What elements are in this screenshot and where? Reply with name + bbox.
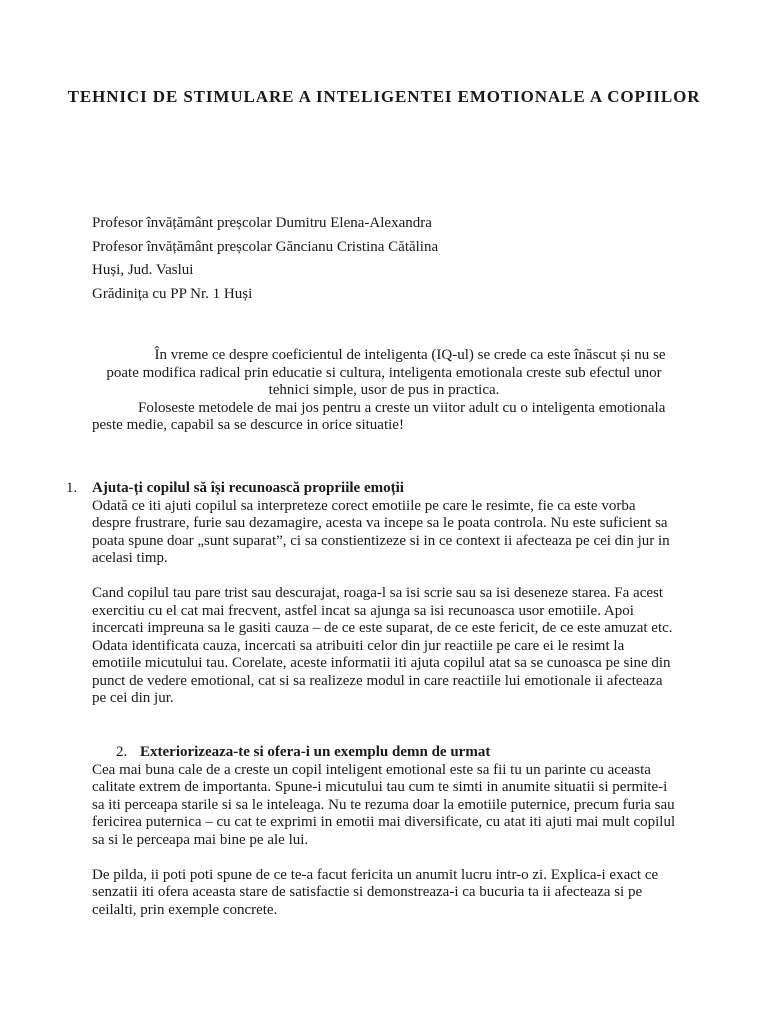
section-paragraph: Cand copilul tau pare trist sau descurajat, roaga-l sa isi scrie sau sa isi deseneze starea. Fa acest exercitiu cu el cat mai frecvent, astfel incat sa ajunga sa isi recunoasca usor emotiile. Apoi incercati impreuna sa le gasiti cauza – de ce este suparat, de ce este fericit, de ce este amuzat etc. Odata identificata cauza, incercati sa atribuiti celor din jur reactiile pe care ei le resimt la emotiile micutului tau. Corelate, aceste informatii iti ajuta copilul atat sa se cunoasca pe sine din punct de vedere emotional, cat si sa realizeze modul in care reactiile lui emotionale ii afecteaza pe cei din jur. [92,585,673,706]
intro-paragraph-2: Foloseste metodele de mai jos pentru a creste un viitor adult cu o inteligenta emotionala peste medie, capabil sa se descurce in orice situatie! [92,399,666,433]
authors-block [92,212,692,306]
section-2 [92,744,676,919]
section-paragraph: De pilda, ii poti poti spune de ce te-a facut fericita un anumit lucru intr-o zi. Explica-i exact ce senzatii iti ofera aceasta stare de satisfactie si demonstreaza-i ca bucuria ta ii afecteaza si pe ceilalti, prin exemple concrete. [92,866,659,918]
section-heading-text: Ajuta-ți copilul să își recunoască propriile emoții [92,480,404,496]
section-heading [92,744,676,762]
section-1 [66,480,676,708]
section-heading [66,480,676,498]
location-line: Huși, Jud. Vaslui [92,262,194,278]
author-line-2: Profesor învățământ preșcolar Găncianu Cristina Cătălina [92,238,439,255]
list-number: 1. [66,480,78,496]
institution-line: Grădinița cu PP Nr. 1 Huși [92,285,253,302]
section-paragraph: Odată ce iti ajuti copilul sa interpreteze corect emotiile pe care le resimte, fie ca este vorba despre frustrare, furie sau dezamagire, acesta va incepe sa le poata controla. Nu este suficient sa poata spune doar „sunt suparat”, ci sa constientizeze si in ce context ii afecteaza pe cei din jur in acelasi timp. [92,497,670,566]
author-line-1: Profesor învățământ preșcolar Dumitru Elena-Alexandra [92,215,432,231]
intro-block [92,347,676,435]
list-number: 2. [116,744,128,760]
section-heading-text: Exteriorizeaza-te si ofera-i un exemplu demn de urmat [140,744,491,760]
section-paragraph: Cea mai buna cale de a creste un copil inteligent emotional este sa fii tu un parinte cu aceasta calitate extrem de importanta. Spune-i micutului tau cum te simti in anumite situatii si permite-i sa iti perceapa starile si sa le inteleaga. Nu te rezuma doar la emotiile puternice, precum furia sau fericirea puternica – cu cat te exprimi in emotii mai diversificate, cu atat iti ajuti mai mult copilul sa si le perceapa mai bine pe ale lui. [92,761,676,848]
intro-paragraph-1: În vreme ce despre coeficientul de inteligenta (IQ-ul) se crede ca este înăscut și nu se poate modifica radical prin educatie si cultura, inteligenta emotionala creste sub efectul unor tehnici simple, usor de pus in practica. [106,347,666,398]
document-title: TEHNICI DE STIMULARE A INTELIGENTEI EMOTIONALE A COPIILOR [67,87,701,106]
